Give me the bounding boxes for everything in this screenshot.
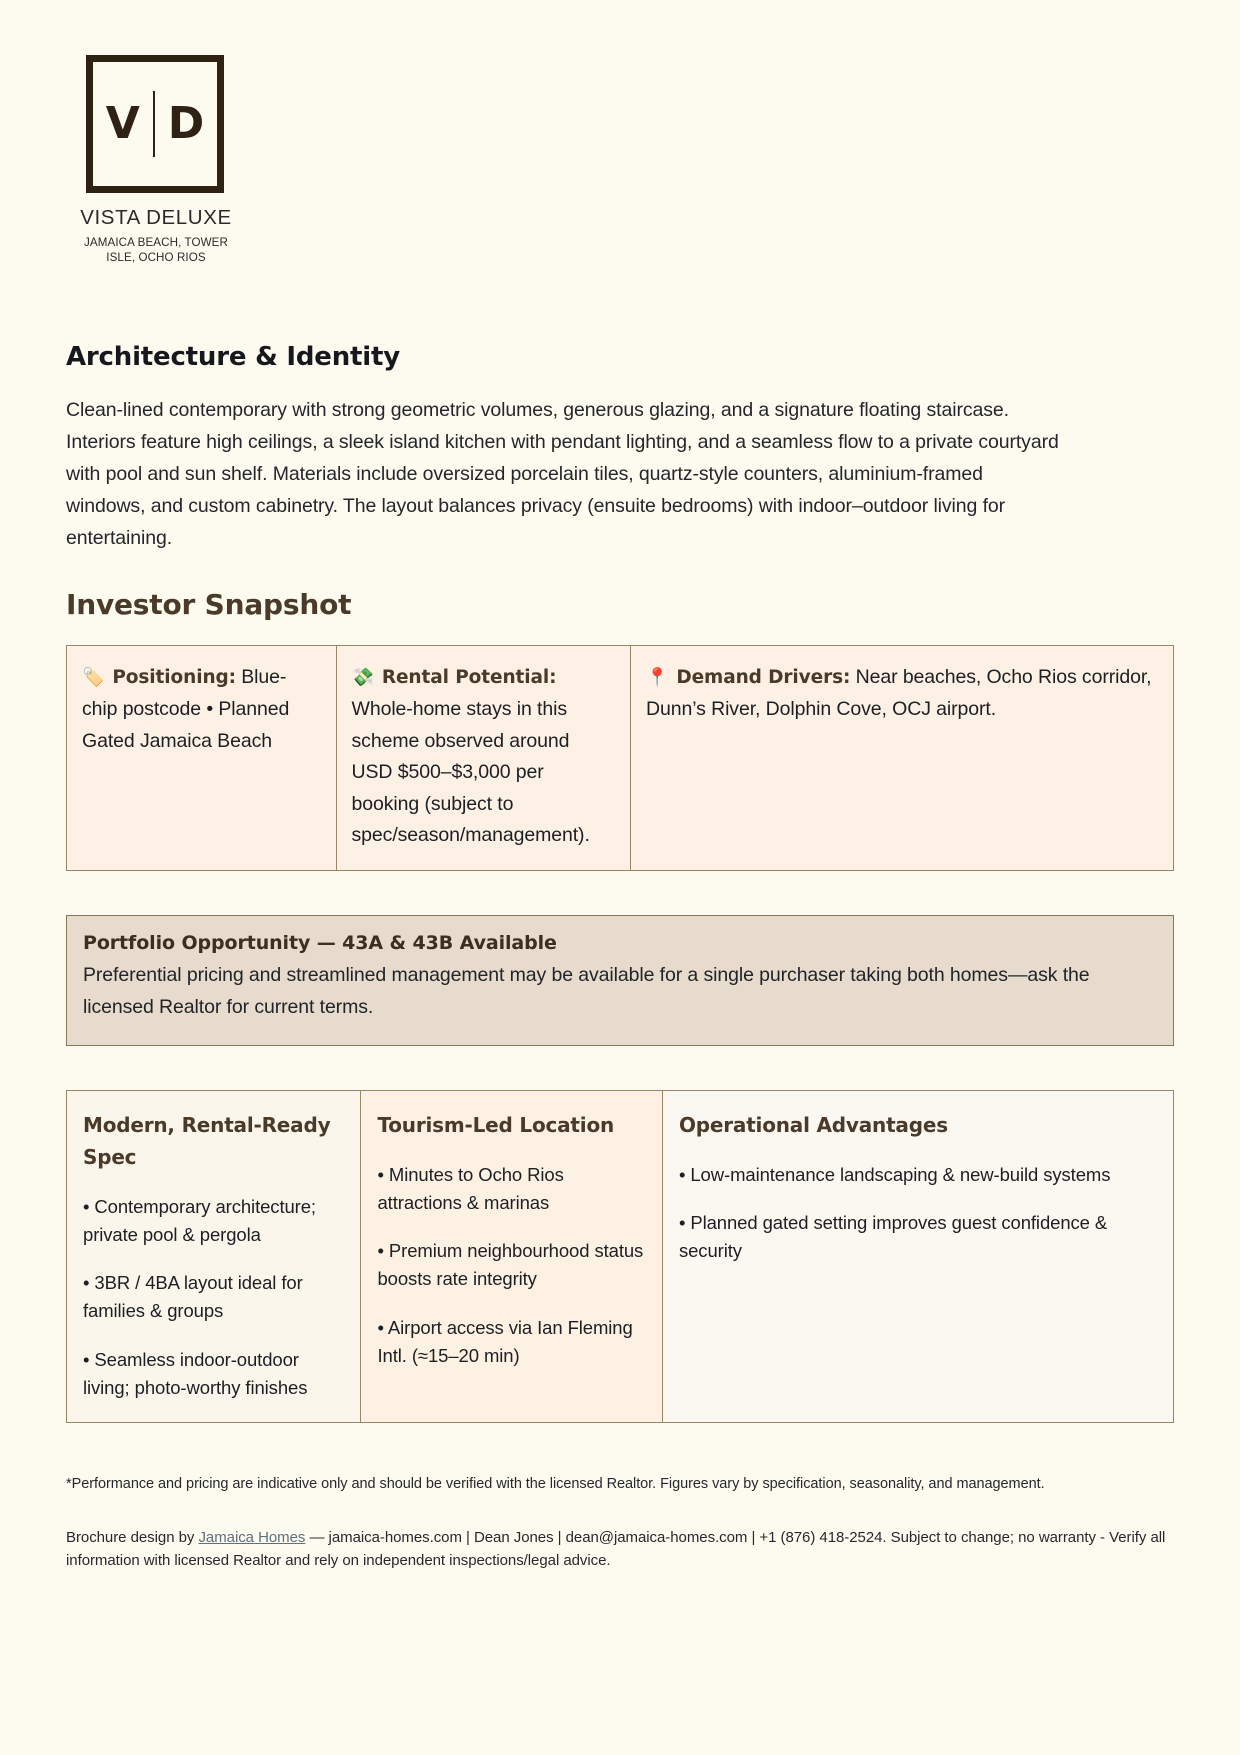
feature-title: Operational Advantages [678,1113,948,1138]
snapshot-cell-rental-potential [337,646,631,869]
feature-bullet: • Airport access via Ian Fleming Intl. (≈15–20 min) [377,1316,633,1366]
credits-suffix: — jamaica-homes.com | Dean Jones | dean@jamaica-homes.com | +1 (876) 418-2524. Subject to change; no warranty - Verify all information with licensed Realtor and rely on independent inspections/legal advice. [66,1529,1166,1570]
feature-column-operational-advantages [663,1091,1173,1422]
brand-logo-block [66,0,366,266]
feature-bullet: • Contemporary architecture; private pool & pergola [83,1196,316,1246]
brand-subtitle-line-2: ISLE, OCHO RIOS [106,251,206,265]
snapshot-body-positioning: Blue-chip postcode • Planned Gated Jamaica Beach [82,666,290,752]
investor-snapshot-title: Investor Snapshot [66,588,352,622]
snapshot-cell-text [646,662,1158,725]
portfolio-opportunity-callout [66,915,1174,1046]
architecture-section [66,342,1174,555]
feature-bullet: • Planned gated setting improves guest confidence & security [678,1212,1108,1262]
feature-title: Tourism-Led Location [377,1113,615,1138]
snapshot-label-rental-potential: Rental Potential: [381,667,557,689]
feature-bullet: • Premium neighbourhood status boosts rate integrity [377,1240,644,1290]
credits-prefix: Brochure design by [66,1529,199,1547]
brand-subtitle-line-1: JAMAICA BEACH, TOWER [84,236,228,249]
snapshot-label-positioning: Positioning: [112,667,236,689]
brand-name: VISTA DELUXE [80,206,232,229]
portfolio-opportunity-title: Portfolio Opportunity — 43A & 43B Available [83,931,557,954]
logo-monogram [93,91,218,157]
money-with-wings-icon: 💸 [351,667,374,688]
feature-bullet: • Low-maintenance landscaping & new-build systems [678,1164,1111,1186]
snapshot-cell-demand-drivers [631,646,1173,869]
feature-column-tourism-location [361,1091,662,1422]
snapshot-cell-text [352,662,615,851]
jamaica-homes-link[interactable]: Jamaica Homes [198,1529,306,1547]
architecture-title: Architecture & Identity [66,341,400,372]
disclaimer-text: *Performance and pricing are indicative only and should be verified with the licensed Realtor. Figures vary by specification, seasonality, and management. [66,1475,1045,1492]
investor-snapshot-table [66,645,1174,870]
feature-bullet: • 3BR / 4BA layout ideal for families & groups [83,1272,303,1322]
snapshot-body-demand-drivers: Near beaches, Ocho Rios corridor, Dunn’s River, Dolphin Cove, OCJ airport. [646,666,1152,721]
snapshot-body-rental-potential: Whole-home stays in this scheme observed around USD $500–$3,000 per booking (subject to spec/season/management). [351,698,590,847]
feature-bullet: • Seamless indoor-outdoor living; photo-worthy finishes [83,1348,308,1398]
monogram-letter-d: D [167,98,205,149]
logo-mark [86,55,224,193]
snapshot-cell-text [82,662,321,757]
snapshot-label-demand-drivers: Demand Drivers: [676,667,851,689]
label-tag-icon: 🏷️ [82,667,105,688]
credits-text [66,1526,1174,1573]
features-table [66,1090,1174,1423]
brand-subtitle [66,235,246,266]
portfolio-opportunity-body: Preferential pricing and streamlined management may be available for a single purchaser taking both homes—ask the licensed Realtor for current terms. [83,963,1090,1018]
monogram-letter-v: V [105,98,140,149]
feature-bullet: • Minutes to Ocho Rios attractions & marinas [377,1164,564,1214]
snapshot-cell-positioning [67,646,337,869]
feature-title: Modern, Rental-Ready Spec [83,1113,331,1170]
architecture-body: Clean-lined contemporary with strong geometric volumes, generous glazing, and a signature floating staircase. Interiors feature high ceilings, a sleek island kitchen with pendant lighting, and a seamless flow to a private courtyard with pool and sun shelf. Materials include oversized porcelain tiles, quartz-style counters, aluminium-framed windows, and custom cabinetry. The layout balances privacy (ensuite bedrooms) with indoor–outdoor living for entertaining. [66,398,1059,550]
feature-column-modern-spec [67,1091,361,1422]
round-pushpin-icon: 📍 [646,667,669,688]
